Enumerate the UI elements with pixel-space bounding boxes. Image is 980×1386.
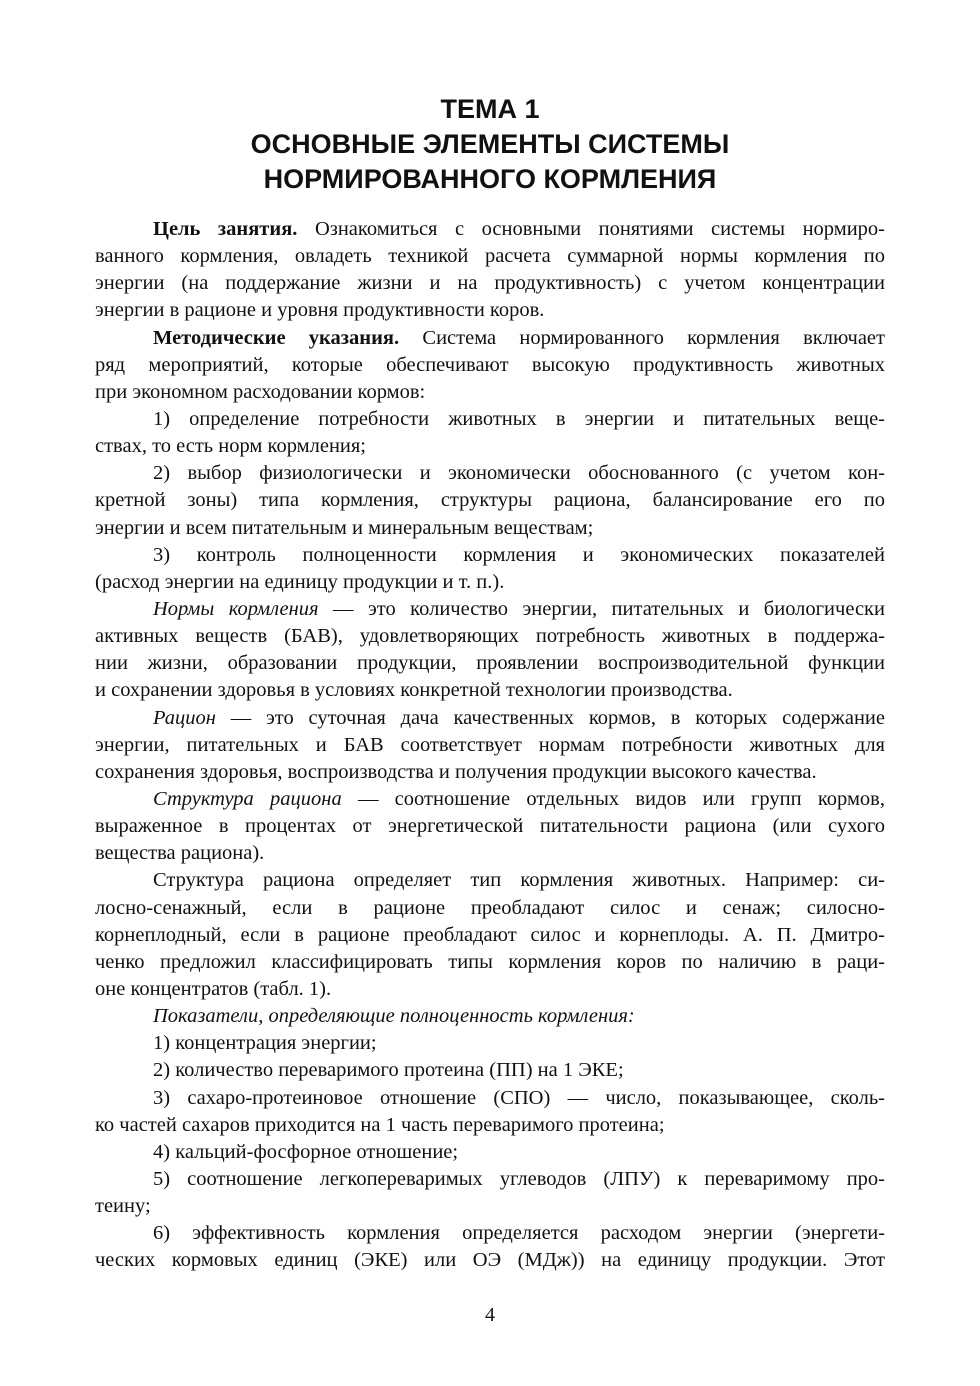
text-run: энергии и всем питательным и минеральным веществам;: [95, 516, 594, 539]
paragraph: [95, 1166, 885, 1220]
text-line: [95, 1247, 885, 1274]
text-run: ствах, то есть норм кормления;: [95, 435, 367, 458]
text-run: 2) выбор физиологически и экономически обоснованного (с учетом кон-: [153, 462, 885, 485]
title-line: ТЕМА 1: [440, 94, 540, 124]
paragraph: [95, 786, 885, 867]
text-line: [95, 623, 885, 650]
text-line: [95, 1003, 885, 1030]
italic-term: Показатели, определяющие полноценность кормления:: [153, 1005, 635, 1028]
text-run: теину;: [95, 1195, 151, 1218]
text-run: Структура рациона определяет тип кормления животных. Например: си-: [153, 869, 885, 892]
page-number: 4: [485, 1304, 495, 1326]
italic-term: Структура рациона: [153, 787, 342, 810]
text-run: 3) сахаро-протеиновое отношение (СПО) — число, показывающее, сколь-: [153, 1086, 885, 1109]
text-line: [95, 243, 885, 270]
text-line: [95, 379, 885, 406]
text-run: при экономном расходовании кормов:: [95, 380, 426, 403]
paragraph: [95, 216, 885, 325]
paragraph: [95, 542, 885, 596]
text-run: 2) количество переваримого протеина (ПП) на 1 ЭКЕ;: [153, 1059, 624, 1082]
text-line: [95, 895, 885, 922]
text-line: [95, 270, 885, 297]
text-line: [95, 677, 885, 704]
text-line: [95, 1139, 885, 1166]
paragraph: [95, 705, 885, 786]
paragraph: [95, 1085, 885, 1139]
text-line: [95, 487, 885, 514]
text-run: — это суточная дача качественных кормов, в которых содержание: [215, 706, 885, 729]
text-run: 3) контроль полноценности кормления и экономических показателей: [153, 543, 885, 566]
text-line: [95, 1220, 885, 1247]
text-run: вещества рациона).: [95, 842, 265, 865]
text-run: энергии в рационе и уровня продуктивности коров.: [95, 299, 545, 322]
text-line: [95, 813, 885, 840]
italic-term: Нормы кормления: [153, 597, 319, 620]
paragraph: [95, 1030, 885, 1057]
text-run: Система нормированного кормления включает: [399, 326, 885, 349]
text-line: [95, 433, 885, 460]
title-line: НОРМИРОВАННОГО КОРМЛЕНИЯ: [263, 164, 717, 194]
text-line: [95, 216, 885, 243]
text-run: и сохранении здоровья в условиях конкретной технологии производства.: [95, 679, 733, 702]
text-run: 4) кальций-фосфорное отношение;: [153, 1140, 459, 1163]
text-line: [95, 352, 885, 379]
text-line: [95, 460, 885, 487]
text-line: [95, 840, 885, 867]
text-line: [95, 1166, 885, 1193]
text-run: оне концентратов (табл. 1).: [95, 977, 332, 1000]
text-run: — соотношение отдельных видов или групп кормов,: [341, 787, 885, 810]
text-run: энергии, питательных и БАВ соответствует нормам потребности животных для: [95, 733, 885, 756]
text-line: [95, 297, 885, 324]
text-run: выраженное в процентах от энергетической питательности рациона (или сухого: [95, 815, 885, 838]
paragraph: [95, 460, 885, 541]
text-line: [95, 949, 885, 976]
text-line: [95, 922, 885, 949]
text-line: [95, 732, 885, 759]
text-run: ко частей сахаров приходится на 1 часть переваримого протеина;: [95, 1113, 665, 1136]
bold-lead: Методические указания.: [153, 326, 400, 349]
paragraph: [95, 1220, 885, 1274]
text-line: [95, 569, 885, 596]
page-title: [0, 92, 980, 197]
paragraph: [95, 1139, 885, 1166]
text-run: 1) концентрация энергии;: [153, 1032, 377, 1055]
text-run: кретной зоны) типа кормления, структуры рациона, балансирование его по: [95, 489, 885, 512]
text-run: ченко предложил классифицировать типы кормления коров по наличию в раци-: [95, 950, 885, 973]
text-line: [95, 1057, 885, 1084]
document-body: [95, 216, 885, 1274]
paragraph: [95, 596, 885, 705]
text-line: [95, 596, 885, 623]
text-line: [95, 867, 885, 894]
text-run: нии жизни, образовании продукции, проявлении воспроизводительной функции: [95, 652, 885, 675]
text-line: [95, 976, 885, 1003]
text-line: [95, 759, 885, 786]
text-run: ряд мероприятий, которые обеспечивают высокую продуктивность животных: [95, 353, 885, 376]
text-line: [95, 786, 885, 813]
text-line: [95, 406, 885, 433]
text-run: ческих кормовых единиц (ЭКЕ) или ОЭ (МДж)) на единицу продукции. Этот: [95, 1249, 885, 1272]
italic-term: Рацион: [153, 706, 216, 729]
text-run: лосно-сенажный, если в рационе преобладают силос и сенаж; силосно-: [95, 896, 885, 919]
text-line: [95, 325, 885, 352]
paragraph: [95, 325, 885, 406]
text-line: [95, 650, 885, 677]
text-run: сохранения здоровья, воспроизводства и получения продукции высокого качества.: [95, 760, 817, 783]
text-line: [95, 515, 885, 542]
text-run: (расход энергии на единицу продукции и т. п.).: [95, 570, 505, 593]
text-line: [95, 542, 885, 569]
text-run: Ознакомиться с основными понятиями системы нормиро-: [297, 218, 885, 240]
paragraph: [95, 406, 885, 460]
text-line: [95, 705, 885, 732]
paragraph: [95, 1003, 885, 1030]
paragraph: [95, 867, 885, 1003]
text-line: [95, 1112, 885, 1139]
text-run: активных веществ (БАВ), удовлетворяющих потребность животных в поддержа-: [95, 625, 885, 648]
text-run: — это количество энергии, питательных и биологически: [318, 597, 885, 620]
text-line: [95, 1085, 885, 1112]
text-line: [95, 1193, 885, 1220]
text-line: [95, 1030, 885, 1057]
text-run: 1) определение потребности животных в энергии и питательных веще-: [153, 407, 885, 430]
paragraph: [95, 1057, 885, 1084]
bold-lead: Цель занятия.: [153, 218, 298, 240]
text-run: ванного кормления, овладеть техникой расчета суммарной нормы кормления по: [95, 245, 885, 268]
text-run: 5) соотношение легкопереваримых углеводов (ЛПУ) к переваримому про-: [153, 1167, 885, 1190]
text-run: корнеплодный, если в рационе преобладают силос и корнеплоды. А. П. Дмитро-: [95, 923, 885, 946]
text-run: 6) эффективность кормления определяется расходом энергии (энергети-: [153, 1222, 885, 1245]
title-line: ОСНОВНЫЕ ЭЛЕМЕНТЫ СИСТЕМЫ: [250, 129, 730, 159]
text-run: энергии (на поддержание жизни и на продуктивность) с учетом концентрации: [95, 272, 885, 295]
